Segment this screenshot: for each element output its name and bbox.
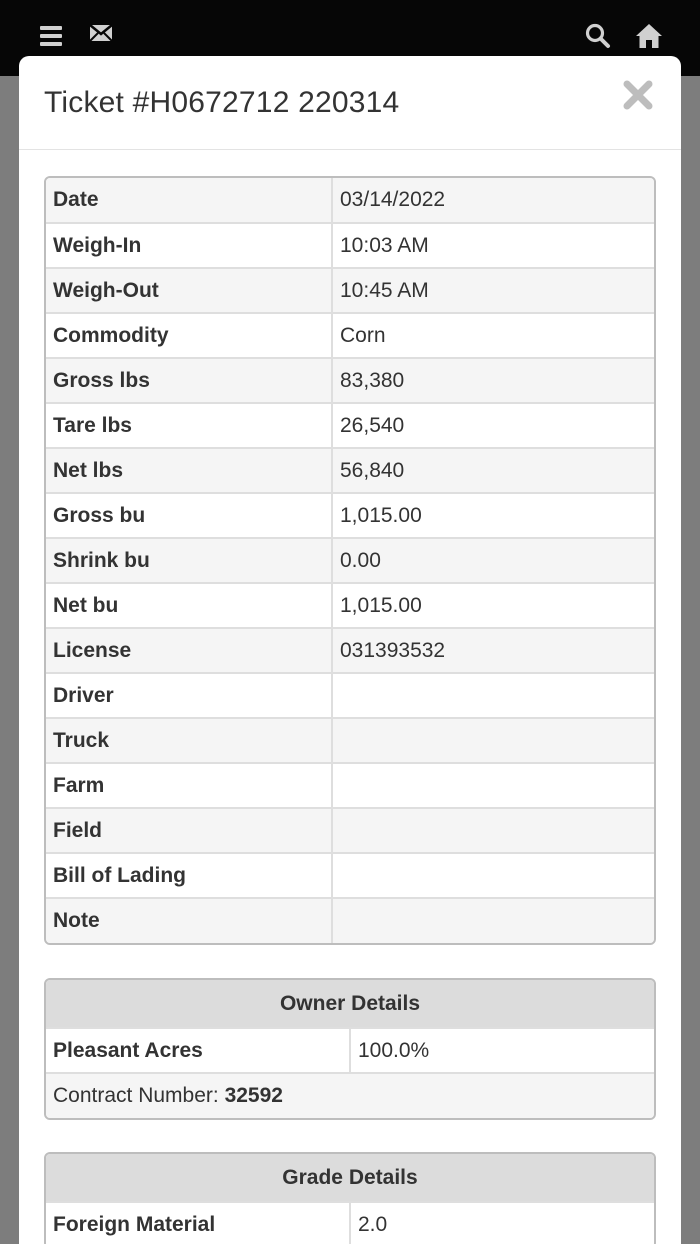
modal-header: [19, 56, 681, 150]
grade-details-table: [44, 1152, 656, 1244]
detail-row: [46, 538, 654, 583]
owner-share: 100.0%: [350, 1028, 654, 1073]
detail-value: 83,380: [332, 358, 654, 403]
detail-label: Weigh-In: [46, 223, 332, 268]
contract-number-row: [46, 1073, 654, 1118]
detail-row: [46, 313, 654, 358]
detail-value: 26,540: [332, 403, 654, 448]
home-icon[interactable]: [634, 22, 664, 50]
grade-details-heading: Grade Details: [46, 1154, 654, 1202]
owner-name: Pleasant Acres: [46, 1028, 350, 1073]
detail-label: Gross bu: [46, 493, 332, 538]
detail-label: Field: [46, 808, 332, 853]
detail-value: [332, 853, 654, 898]
detail-row: [46, 358, 654, 403]
detail-label: Shrink bu: [46, 538, 332, 583]
detail-label: Date: [46, 178, 332, 223]
detail-value: 1,015.00: [332, 493, 654, 538]
detail-row: [46, 493, 654, 538]
detail-value: [332, 898, 654, 943]
detail-label: License: [46, 628, 332, 673]
detail-value: 03/14/2022: [332, 178, 654, 223]
detail-row: [46, 718, 654, 763]
detail-row: [46, 223, 654, 268]
detail-label: Net lbs: [46, 448, 332, 493]
detail-label: Net bu: [46, 583, 332, 628]
owner-details-table: [44, 978, 656, 1120]
detail-label: Truck: [46, 718, 332, 763]
detail-row: [46, 763, 654, 808]
detail-value: [332, 673, 654, 718]
close-icon[interactable]: [621, 78, 655, 112]
modal-title: Ticket #H0672712 220314: [44, 86, 400, 119]
detail-row: [46, 673, 654, 718]
detail-value: 1,015.00: [332, 583, 654, 628]
detail-value: 10:45 AM: [332, 268, 654, 313]
detail-row: [46, 853, 654, 898]
search-icon[interactable]: [584, 22, 614, 50]
detail-value: 031393532: [332, 628, 654, 673]
detail-label: Bill of Lading: [46, 853, 332, 898]
detail-row: [46, 448, 654, 493]
detail-label: Farm: [46, 763, 332, 808]
detail-value: [332, 808, 654, 853]
detail-value: [332, 718, 654, 763]
detail-value: 56,840: [332, 448, 654, 493]
detail-row: [46, 403, 654, 448]
contract-number-value: 32592: [224, 1084, 283, 1107]
detail-row: [46, 583, 654, 628]
detail-value: [332, 763, 654, 808]
ticket-details-table: [44, 176, 656, 945]
detail-label: Driver: [46, 673, 332, 718]
ticket-modal: [19, 56, 681, 1244]
detail-value: Corn: [332, 313, 654, 358]
menu-icon[interactable]: [38, 22, 68, 50]
contract-number-label: Contract Number:: [53, 1084, 225, 1107]
detail-row: [46, 628, 654, 673]
grade-value: 2.0: [350, 1202, 654, 1244]
grade-label: Foreign Material: [46, 1202, 350, 1244]
detail-row: [46, 898, 654, 943]
detail-value: 0.00: [332, 538, 654, 583]
detail-row: [46, 178, 654, 223]
detail-label: Gross lbs: [46, 358, 332, 403]
detail-label: Tare lbs: [46, 403, 332, 448]
detail-row: [46, 808, 654, 853]
detail-label: Note: [46, 898, 332, 943]
detail-label: Commodity: [46, 313, 332, 358]
owner-details-heading: Owner Details: [46, 980, 654, 1028]
detail-row: [46, 268, 654, 313]
mail-icon[interactable]: [88, 22, 118, 50]
detail-value: 10:03 AM: [332, 223, 654, 268]
detail-label: Weigh-Out: [46, 268, 332, 313]
